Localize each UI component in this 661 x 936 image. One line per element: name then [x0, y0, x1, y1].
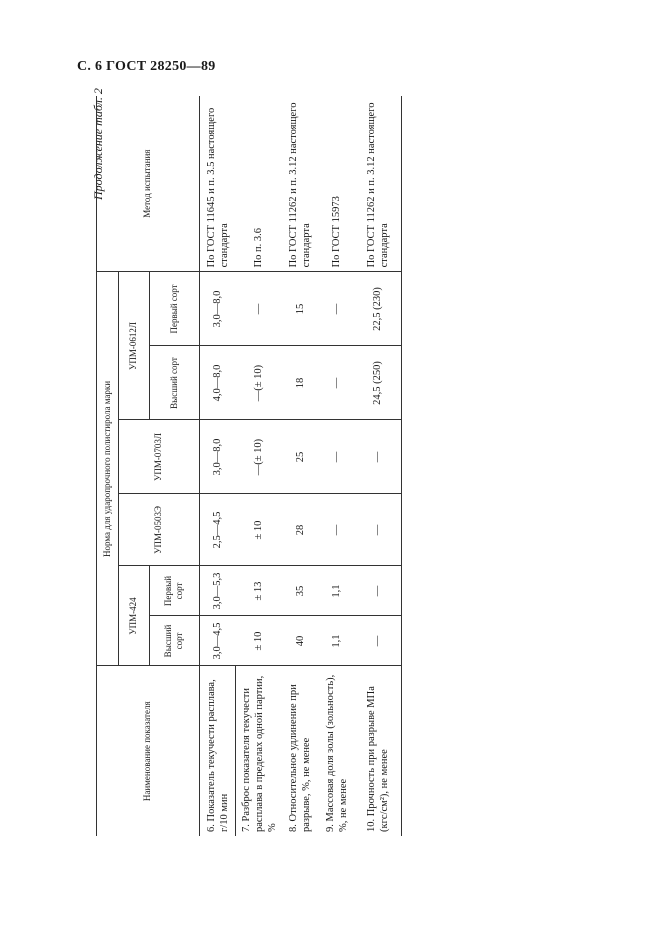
sort-first-424: Первый сорт [149, 566, 199, 616]
table-row: 7. Разброс показателя текучести расплава в пределах одной партии, % ± 10 ± 13 ± 10 —(± 10) —(± 10) — По п. 3.6 [236, 96, 282, 836]
table-row: 9. Массовая доля золы (зольность), %, не менее 1,1 1,1 — — — — По ГОСТ 15973 [319, 96, 355, 836]
properties-table [96, 96, 402, 836]
table-row: 6. Показатель текучести расплава, г/10 мин 3,0—4,5 3,0—5,3 2,5—4,5 3,0—8,0 4,0—8,0 3,0—8,0 По ГОСТ 11645 и п. 3.5 настоящего стандарта [199, 96, 235, 836]
col-method-header: Метод испытания [97, 96, 200, 272]
continuation-note: Продолжение табл. 2 [91, 88, 105, 200]
col-name-header: Наименование показателя [97, 666, 200, 836]
table-row: 10. Прочность при разрыве МПа (кгс/см²), не менее — — — — 24,5 (250) 22,5 (230) По ГОСТ 11262 и п. 3.12 настоящего стандарта [355, 96, 402, 836]
rotated-table-container [96, 96, 402, 836]
grade-upm424: УПМ-424 [119, 566, 149, 666]
grade-upm0703: УПМ-0703Л [119, 420, 200, 494]
grade-upm0503: УПМ-0503Э [119, 494, 200, 566]
sort-high-424: Высший сорт [149, 616, 199, 666]
col-norm-header: Норма для ударопрочного полистирола марки [97, 272, 119, 666]
grade-upm0612: УПМ-0612Л [119, 272, 149, 420]
table-row: 8. Относительное удлинение при разрыве, %, не менее 40 35 28 25 18 15 По ГОСТ 11262 и п. 3.12 настоящего стандарта [282, 96, 318, 836]
sort-high-0612: Высший сорт [149, 346, 199, 420]
page-header: С. 6 ГОСТ 28250—89 [77, 59, 216, 74]
sort-first-0612: Первый сорт [149, 272, 199, 346]
